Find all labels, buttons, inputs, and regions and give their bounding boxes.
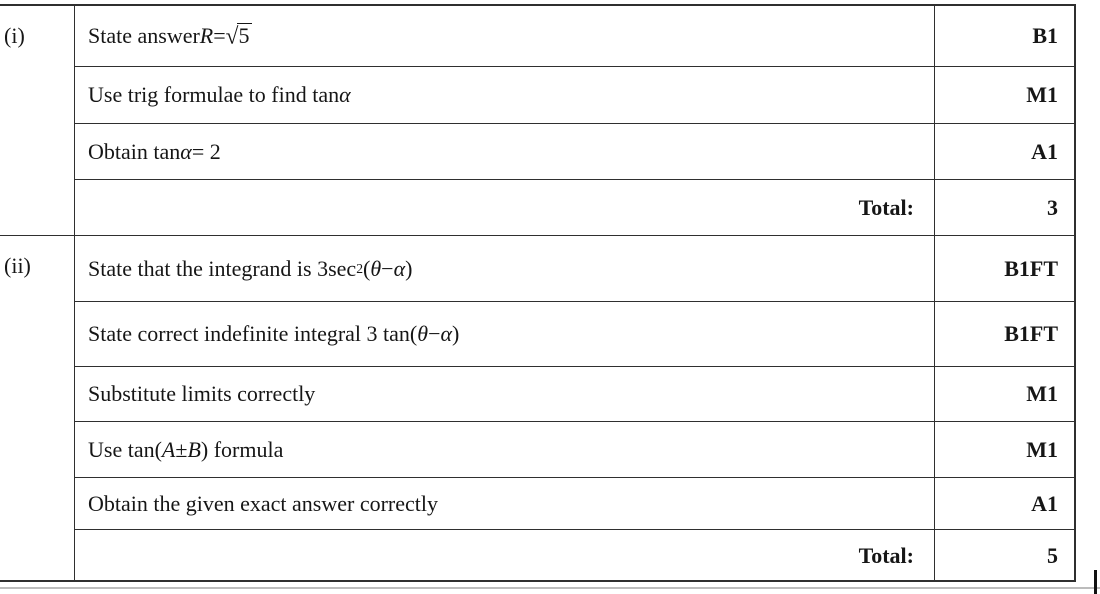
part-label-ii: (ii) — [0, 236, 75, 581]
text-run: ) — [452, 321, 460, 346]
math-variable: θ — [417, 321, 429, 346]
mark-value: A1 — [1031, 490, 1058, 516]
math-variable: α — [339, 82, 351, 107]
section-rows — [75, 236, 1074, 581]
sqrt-expression — [226, 23, 253, 50]
mark-row — [75, 236, 1074, 302]
mark-cell — [934, 367, 1074, 421]
math-variable: α — [393, 255, 406, 281]
mark-row — [75, 478, 1074, 530]
text-run: Substitute limits correctly — [88, 381, 316, 406]
mark-cell — [934, 422, 1074, 477]
text-cursor-mark — [1094, 570, 1097, 594]
mark-row — [75, 302, 1074, 367]
row-description: State that the integrand is 3sec 2 ( θ − α ) — [88, 255, 413, 281]
row-description — [75, 367, 934, 421]
text-run: State that the integrand is 3sec — [88, 255, 357, 281]
text-run: ± — [175, 436, 188, 462]
mark-value: B1 — [1032, 23, 1058, 48]
mark-value: M1 — [1026, 436, 1058, 462]
row-description — [75, 478, 934, 529]
text-run: State answer — [88, 23, 200, 48]
mark-value: B1FT — [1004, 321, 1058, 346]
text-run: = — [213, 23, 226, 48]
row-description — [75, 67, 934, 123]
total-label: Total: — [858, 542, 914, 568]
text-run: Use trig formulae to find tan — [88, 82, 340, 107]
total-row — [75, 530, 1074, 581]
text-run: ( — [363, 255, 371, 281]
page-bottom-rule — [0, 587, 1100, 589]
radical-sign: √ — [225, 23, 239, 49]
mark-scheme-table — [0, 4, 1076, 582]
text-run: Obtain tan — [88, 138, 181, 164]
text-run: State correct indefinite integral 3 tan( — [88, 321, 418, 346]
mark-row — [75, 422, 1074, 478]
mark-value: 5 — [1047, 542, 1058, 568]
math-variable: B — [187, 436, 201, 462]
math-variable: α — [180, 138, 192, 164]
mark-value: A1 — [1031, 138, 1058, 164]
math-variable: α — [440, 321, 453, 346]
mark-cell — [934, 67, 1074, 123]
mark-row — [75, 367, 1074, 422]
text-run: Obtain the given exact answer correctly — [88, 490, 439, 516]
math-variable: R — [199, 23, 214, 48]
mark-cell — [934, 478, 1074, 529]
text-run: ) formula — [200, 436, 284, 462]
text-run: − — [428, 321, 441, 346]
part-label-i: (i) — [0, 6, 75, 235]
mark-cell — [934, 236, 1074, 301]
mark-cell — [934, 124, 1074, 179]
mark-value: M1 — [1026, 82, 1058, 107]
radicand: 5 — [237, 23, 252, 48]
mark-value: B1FT — [1004, 255, 1058, 281]
math-variable: θ — [370, 255, 382, 281]
row-description — [75, 530, 934, 581]
mark-cell — [934, 180, 1074, 235]
text-run: Use tan( — [88, 436, 162, 462]
row-description — [75, 302, 934, 366]
mark-value: 3 — [1047, 194, 1058, 220]
total-label: Total: — [858, 194, 914, 220]
mark-row — [75, 67, 1074, 124]
row-description — [75, 6, 934, 66]
mark-value: M1 — [1026, 381, 1058, 406]
row-description — [75, 124, 934, 179]
math-variable: A — [161, 436, 176, 462]
mark-cell — [934, 6, 1074, 66]
text-run: = 2 — [191, 138, 221, 164]
mark-cell — [934, 302, 1074, 366]
row-description — [75, 422, 934, 477]
section-rows — [75, 6, 1074, 235]
section-part-i — [0, 6, 1074, 235]
text-run: − — [381, 255, 394, 281]
mark-cell — [934, 530, 1074, 581]
mark-row — [75, 124, 1074, 180]
row-description — [75, 180, 934, 235]
text-run: ) — [405, 255, 413, 281]
section-part-ii — [0, 235, 1074, 581]
mark-row — [75, 6, 1074, 67]
total-row — [75, 180, 1074, 235]
